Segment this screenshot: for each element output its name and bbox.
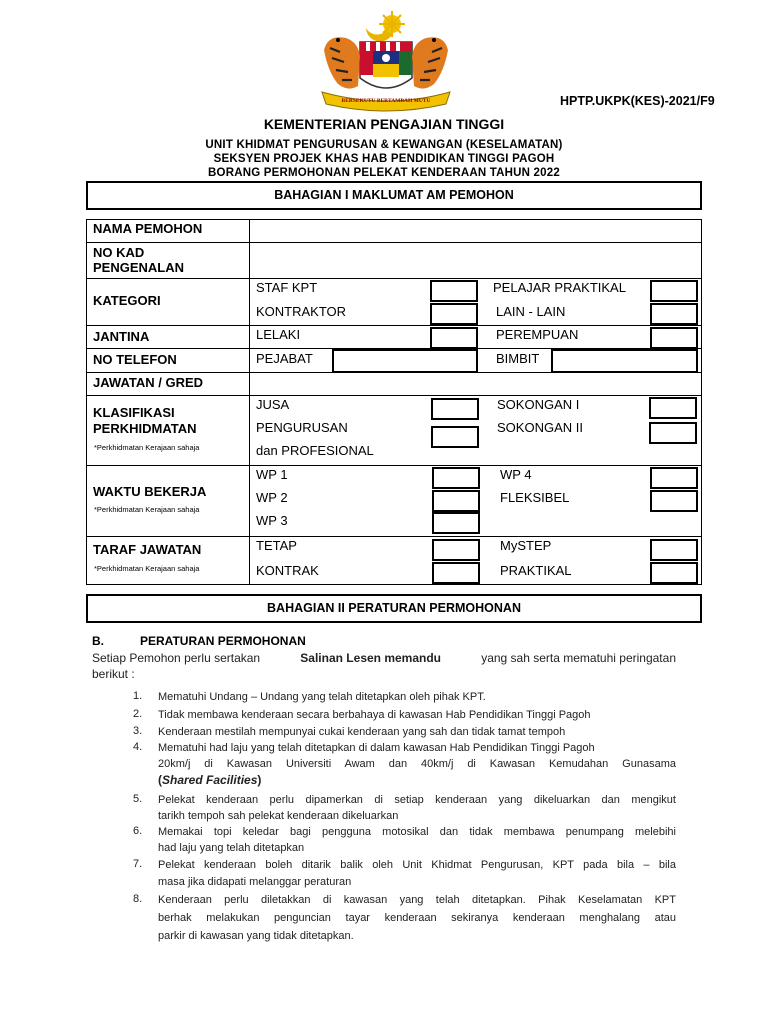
rule-number: 2. [133, 708, 143, 720]
rule-text: Tidak membawa kenderaan secara berbahaya di kawasan Hab Pendidikan Tinggi Pagoh [158, 709, 591, 721]
applicant-info-table [86, 219, 702, 585]
rule-number: 5. [133, 793, 143, 805]
option-fleksibel: FLEKSIBEL [500, 490, 570, 505]
section-b-number: B. [92, 634, 104, 648]
checkbox-sokongan-1[interactable] [649, 397, 697, 419]
option-sokongan-1: SOKONGAN I [497, 397, 580, 412]
rules-intro [92, 651, 676, 665]
checkbox-kontraktor[interactable] [430, 303, 478, 325]
rule-text: tarikh tempoh sah pelekat kenderaan dikeluarkan [158, 810, 399, 822]
form-title: BORANG PERMOHONAN PELEKAT KENDERAAN TAHUN 2022 [208, 167, 560, 179]
category-label: KATEGORI [93, 293, 161, 308]
rule-text: Pelekat kenderaan boleh ditarik balik oleh Unit Khidmat Pengurusan, KPT pada bila – bila [158, 859, 676, 871]
option-wp1: WP 1 [256, 467, 288, 482]
checkbox-wp3[interactable] [432, 512, 480, 534]
checkbox-pengurusan-profesional[interactable] [431, 426, 479, 448]
option-lelaki: LELAKI [256, 327, 301, 342]
checkbox-pelajar-praktikal[interactable] [650, 280, 698, 302]
rule-number: 3. [133, 725, 143, 737]
classification-note: *Perkhidmatan Kerajaan sahaja [94, 443, 200, 452]
option-mystep: MySTEP [500, 538, 552, 553]
option-pengurusan: PENGURUSAN [256, 420, 348, 435]
checkbox-lain-lain[interactable] [650, 303, 698, 325]
option-profesional: dan PROFESIONAL [256, 443, 374, 458]
coat-of-arms-icon [316, 10, 456, 112]
option-wp2: WP 2 [256, 490, 288, 505]
checkbox-kontrak[interactable] [432, 562, 480, 584]
rule-text: Memakai topi keledar bagi pengguna motosikal dan tidak membawa penumpang melebihi [158, 826, 676, 838]
section-b-title: PERATURAN PERMOHONAN [140, 634, 306, 648]
work-hours-note: *Perkhidmatan Kerajaan sahaja [94, 505, 200, 514]
part1-heading: BAHAGIAN I MAKLUMAT AM PEMOHON [86, 181, 702, 210]
intro-text-before: Setiap Pemohon perlu sertakan [92, 651, 261, 665]
employment-status-label: TARAF JAWATAN [93, 542, 202, 557]
ic-label-line2: PENGENALAN [93, 260, 185, 275]
checkbox-staf-kpt[interactable] [430, 280, 478, 302]
option-praktikal: PRAKTIKAL [500, 563, 572, 578]
classification-label-line1: KLASIFIKASI [93, 405, 175, 420]
option-staf-kpt: STAF KPT [256, 280, 318, 295]
checkbox-tetap[interactable] [432, 539, 480, 561]
checkbox-wp1[interactable] [432, 467, 480, 489]
rule-number: 8. [133, 893, 143, 905]
checkbox-sokongan-2[interactable] [649, 422, 697, 444]
rule-number: 7. [133, 858, 143, 870]
rule-number: 1. [133, 690, 143, 702]
ministry-title: KEMENTERIAN PENGAJIAN TINGGI [263, 116, 505, 132]
part2-heading: BAHAGIAN II PERATURAN PERMOHONAN [86, 594, 702, 623]
position-field[interactable] [250, 373, 701, 395]
checkbox-perempuan[interactable] [650, 327, 698, 349]
name-label: NAMA PEMOHON [93, 221, 203, 236]
option-lain-lain: LAIN - LAIN [496, 304, 566, 319]
name-field[interactable] [250, 220, 701, 242]
intro-text-bold: Salinan Lesen memandu [300, 651, 442, 665]
rule-number: 6. [133, 825, 143, 837]
checkbox-fleksibel[interactable] [650, 490, 698, 512]
checkbox-wp4[interactable] [650, 467, 698, 489]
rule-text: parkir di kawasan yang tidak ditetapkan. [158, 930, 354, 942]
rule-text: masa jika didapati melanggar peraturan [158, 876, 352, 888]
option-tetap: TETAP [256, 538, 297, 553]
rule-number: 4. [133, 741, 143, 753]
rule-text: had laju yang telah ditetapkan [158, 842, 305, 854]
checkbox-jusa[interactable] [431, 398, 479, 420]
rule-text: Kenderaan mestilah mempunyai cukai kenderaan yang sah dan tidak tamat tempoh [158, 726, 566, 738]
rule-text-shared-facilities: (Shared Facilities) [158, 773, 262, 787]
work-hours-label: WAKTU BEKERJA [93, 484, 207, 499]
employment-status-note: *Perkhidmatan Kerajaan sahaja [94, 564, 200, 573]
classification-label-line2: PERKHIDMATAN [93, 421, 197, 436]
position-label: JAWATAN / GRED [93, 375, 204, 390]
rule-text: Mematuhi had laju yang telah ditetapkan di dalam kawasan Hab Pendidikan Tinggi Pagoh [158, 742, 595, 754]
rule-text: Pelekat kenderaan perlu dipamerkan di setiap kenderaan yang dikeluarkan dan mengikut [158, 794, 676, 806]
checkbox-praktikal[interactable] [650, 562, 698, 584]
checkbox-lelaki[interactable] [430, 327, 478, 349]
rule-text: Kenderaan perlu diletakkan di kawasan yang telah ditetapkan. Pihak Keselamatan KPT [158, 894, 676, 906]
mobile-phone-field[interactable] [551, 349, 698, 373]
section-title: SEKSYEN PROJEK KHAS HAB PENDIDIKAN TINGGI PAGOH [213, 153, 555, 165]
option-kontraktor: KONTRAKTOR [256, 304, 347, 319]
option-wp3: WP 3 [256, 513, 288, 528]
office-phone-field[interactable] [332, 349, 478, 373]
rules-intro-line2: berikut : [92, 667, 135, 681]
option-jusa: JUSA [256, 397, 290, 412]
option-wp4: WP 4 [500, 467, 532, 482]
ic-number-field[interactable] [250, 243, 701, 278]
gender-label: JANTINA [93, 329, 150, 344]
option-sokongan-2: SOKONGAN II [497, 420, 583, 435]
option-pelajar-praktikal: PELAJAR PRAKTIKAL [493, 280, 626, 295]
checkbox-mystep[interactable] [650, 539, 698, 561]
rule-text: berhak melakukan penguncian tayar kenderaan sekiranya kenderaan menghalang atau [158, 912, 676, 924]
option-pejabat: PEJABAT [256, 351, 313, 366]
form-code: HPTP.UKPK(KES)-2021/F9 [560, 94, 715, 108]
intro-text-after: yang sah serta mematuhi peringatan [481, 651, 676, 665]
rule-text: Mematuhi Undang – Undang yang telah ditetapkan oleh pihak KPT. [158, 691, 486, 703]
phone-label: NO TELEFON [93, 352, 177, 367]
ic-label-line1: NO KAD [93, 245, 145, 260]
option-perempuan: PEREMPUAN [496, 327, 579, 342]
checkbox-wp2[interactable] [432, 490, 480, 512]
unit-title: UNIT KHIDMAT PENGURUSAN & KEWANGAN (KESELAMATAN) [205, 139, 563, 151]
svg-text:BERSEKUTU BERTAMBAH MUTU: BERSEKUTU BERTAMBAH MUTU [341, 98, 431, 104]
rule-text: 20km/j di Kawasan Universiti Awam dan 40km/j di Kawasan Kemudahan Gunasama [158, 758, 676, 770]
option-kontrak: KONTRAK [256, 563, 319, 578]
option-bimbit: BIMBIT [496, 351, 540, 366]
